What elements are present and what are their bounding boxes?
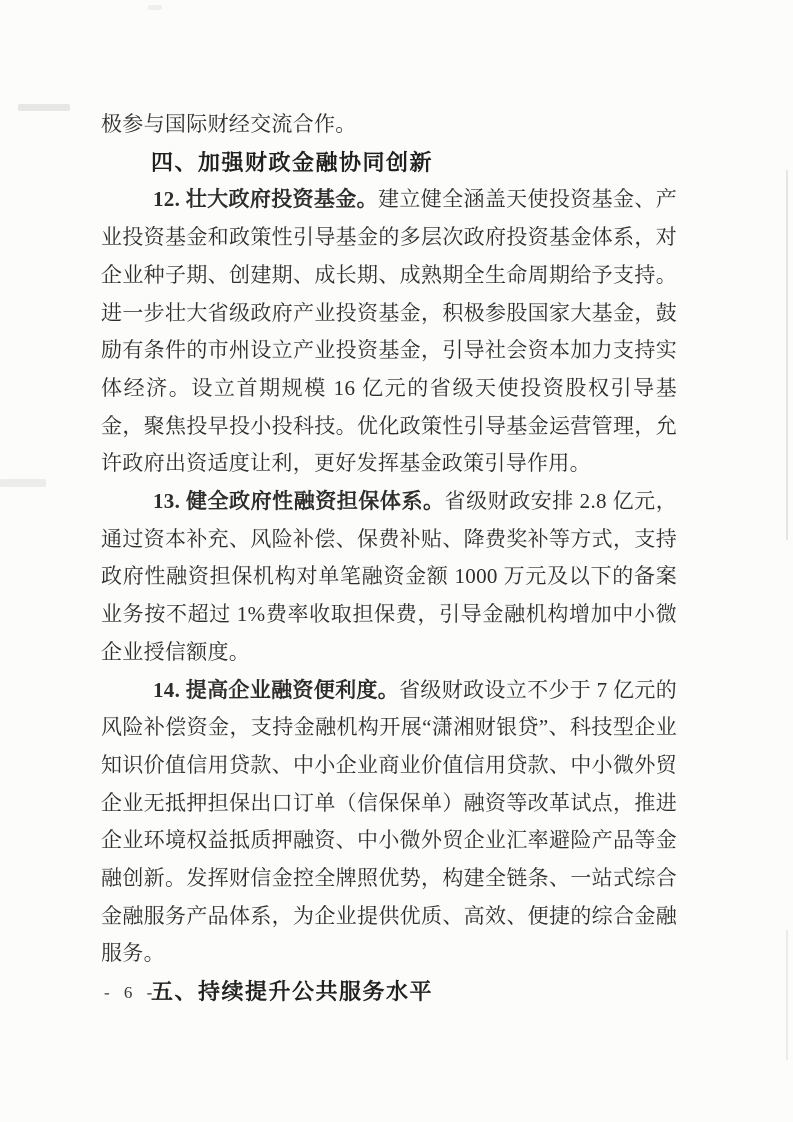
section-heading-5: 五、持续提升公共服务水平 xyxy=(151,979,434,1005)
scan-artifact xyxy=(786,930,788,1060)
item-12-body-text: 建立健全涵盖天使投资基金、产业投资基金和政策性引导基金的多层次政府投资基金体系，对企业种子期、创建期、成长期、成熟期全生命周期给予支持。进一步壮大省级政府产业投资基金，积极参股国家大基金，鼓励有条件的市州设立产业投资基金，引导社会资本加力支持实体经济。设立首期规模 16 亿元的省级天使投资股权引导基金，聚焦投早投小投科技。优化政策性引导基金运营管理，允许政府出资适度让利，更好发挥基金政策引导作用。 xyxy=(101,187,678,476)
item-12-lead: 12. 壮大政府投资基金。 xyxy=(153,187,379,212)
scan-artifact xyxy=(786,170,788,540)
item-14-body-text: 省级财政设立不少于 7 亿元的风险补偿资金，支持金融机构开展“潇湘财银贷”、科技型企业知识价值信用贷款、中小企业商业价值信用贷款、中小微外贸企业无抵押担保出口订单（信保保单）融资等改革试点，推进企业环境权益抵质押融资、中小微外贸企业汇率避险产品等金融创新。发挥财信金控全牌照优势，构建全链条、一站式综合金融服务产品体系，为企业提供优质、高效、便捷的综合金融服务。 xyxy=(101,677,678,966)
item-13-body-text: 省级财政安排 2.8 亿元，通过资本补充、风险补偿、保费补贴、降费奖补等方式，支持政府性融资担保机构对单笔融资金额 1000 万元及以下的备案业务按不超过 1%费率收取担保费，引导金融机构增加中小微企业授信额度。 xyxy=(101,489,677,664)
scan-artifact xyxy=(148,5,162,10)
document-body xyxy=(101,106,677,1011)
page-number: - 6 - xyxy=(104,983,158,1002)
section-heading-4: 四、加强财政金融协同创新 xyxy=(151,149,434,175)
item-13-lead: 13. 健全政府性融资担保体系。 xyxy=(153,489,445,514)
paragraph-continuation: 极参与国际财经交流合作。 xyxy=(101,112,357,136)
scan-artifact xyxy=(0,479,46,487)
item-14-lead: 14. 提高企业融资便利度。 xyxy=(153,677,400,702)
scan-artifact xyxy=(18,104,70,111)
paragraph-item-14 xyxy=(101,672,677,974)
paragraph-item-12 xyxy=(101,181,677,483)
paragraph-item-13 xyxy=(101,483,677,672)
